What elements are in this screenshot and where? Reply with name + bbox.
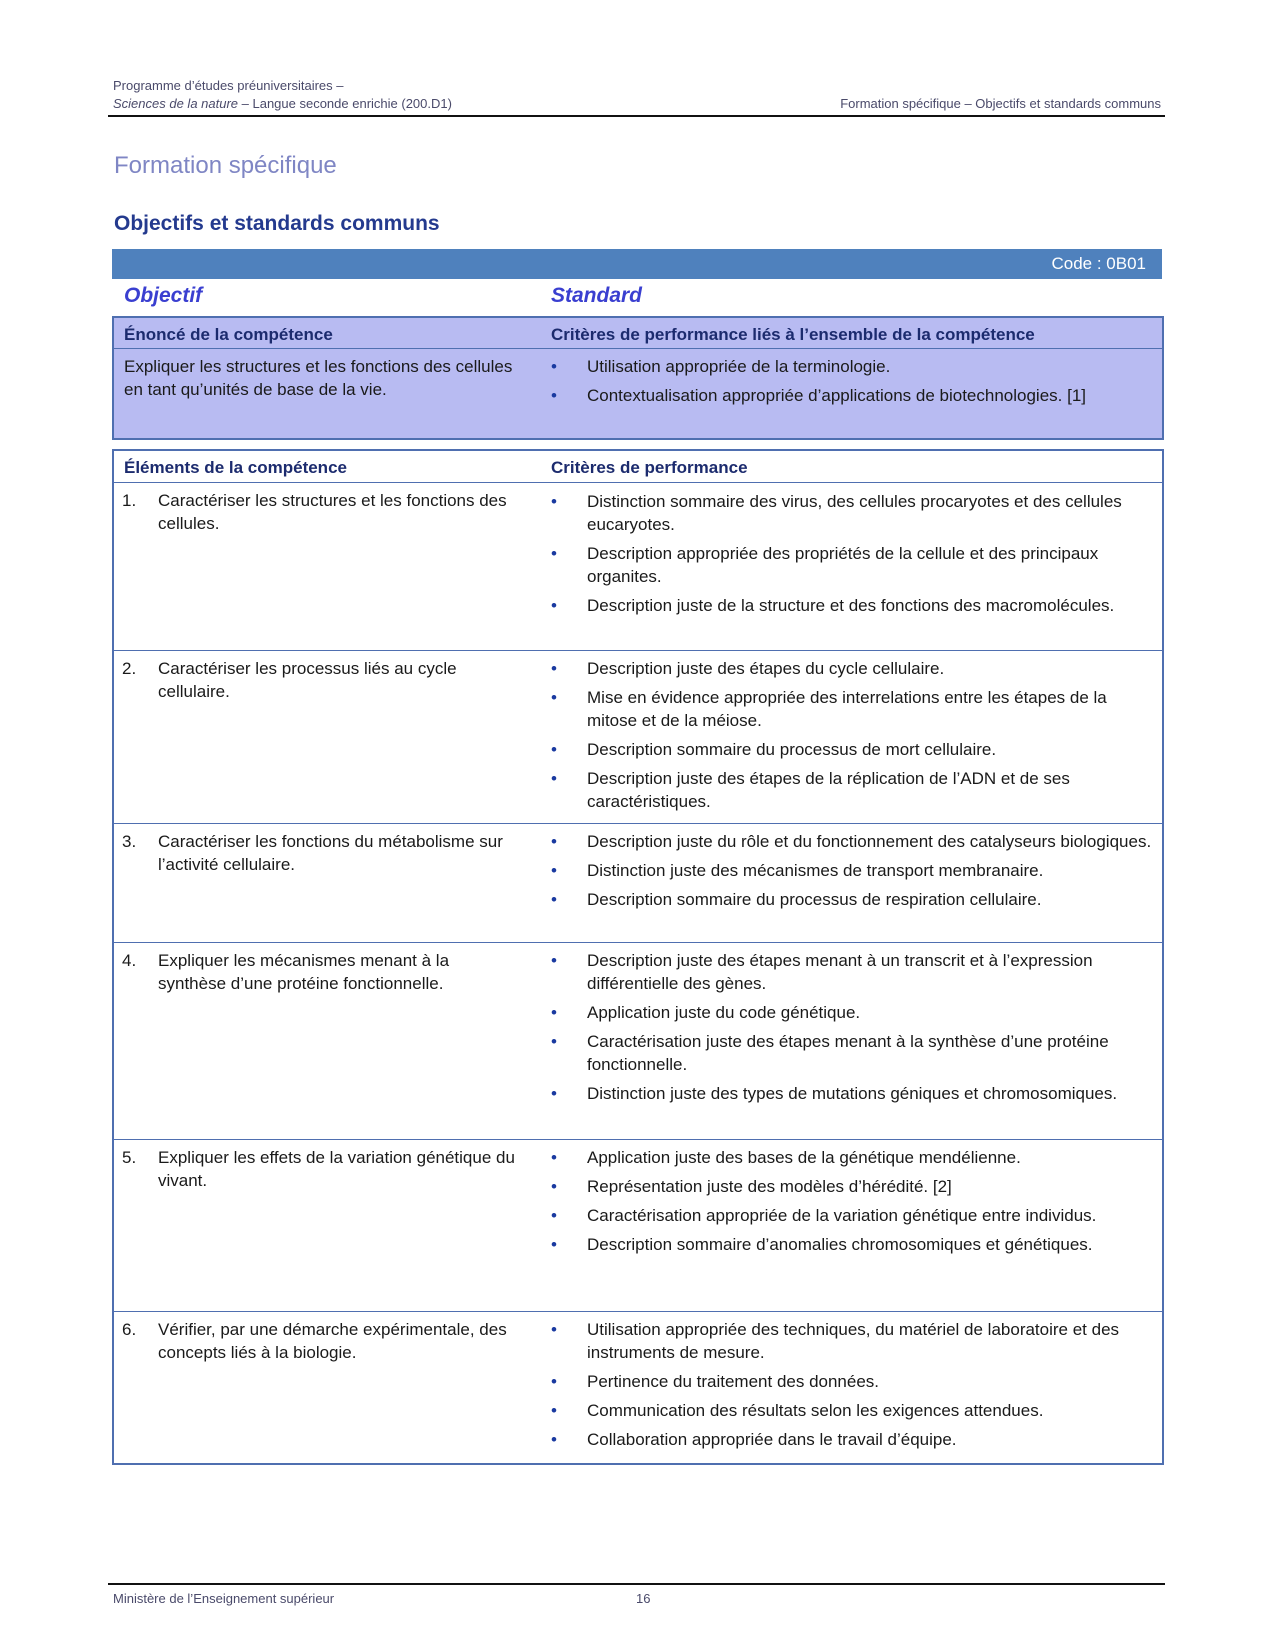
table-row: [114, 1139, 1162, 1312]
header-section-label: Formation spécifique – Objectifs et standards communs: [840, 96, 1161, 111]
enonce-header: [114, 318, 1162, 349]
enonce-head-right: Critères de performance liés à l’ensemble de la compétence: [551, 325, 1035, 344]
elements-head-right: Critères de performance: [551, 458, 748, 477]
header-program-rest: – Langue seconde enrichie (200.D1): [238, 96, 452, 111]
row-element-text: Caractériser les fonctions du métabolisme sur l’activité cellulaire.: [158, 832, 503, 874]
row-element-text: Vérifier, par une démarche expérimentale, des concepts liés à la biologie.: [158, 1320, 507, 1362]
row-element-text: Expliquer les mécanismes menant à la synthèse d’une protéine fonctionnelle.: [158, 951, 450, 993]
enonce-head-left: Énoncé de la compétence: [124, 325, 333, 344]
code-bar: [112, 249, 1162, 279]
header-program-italic: Sciences de la nature: [113, 96, 239, 111]
criterion-item: • Description juste de la structure et des fonctions des macromolécules.: [551, 594, 1152, 617]
criterion-item: • Description sommaire du processus de respiration cellulaire.: [551, 888, 1152, 911]
header-rule: [108, 115, 1165, 117]
criterion-item: • Description sommaire d’anomalies chromosomiques et génétiques.: [551, 1233, 1152, 1256]
row-number: 6.: [122, 1320, 137, 1339]
header-program-line: Programme d’études préuniversitaires –: [113, 78, 344, 93]
objectif-standard-row: [112, 280, 1162, 316]
row-number: 3.: [122, 832, 137, 851]
enonce-criteria: [551, 355, 1152, 413]
row-number: 5.: [122, 1148, 137, 1167]
standard-label: Standard: [551, 284, 643, 307]
row-element-text: Caractériser les structures et les fonctions des cellules.: [158, 491, 507, 533]
criterion-item: • Caractérisation juste des étapes menant à la synthèse d’une protéine fonctionnelle.: [551, 1030, 1152, 1076]
criterion-item: • Communication des résultats selon les exigences attendues.: [551, 1399, 1152, 1422]
section-title: Formation spécifique: [114, 152, 337, 179]
objectif-label: Objectif: [124, 284, 203, 307]
row-criteria: [551, 490, 1152, 623]
criterion-item: • Caractérisation appropriée de la variation génétique entre individus.: [551, 1204, 1152, 1227]
row-criteria: [551, 830, 1152, 917]
row-element-text: Caractériser les processus liés au cycle cellulaire.: [158, 659, 457, 701]
criterion-item: • Distinction sommaire des virus, des cellules procaryotes et des cellules eucaryotes.: [551, 490, 1152, 536]
criterion-item: • Description juste des étapes menant à un transcrit et à l’expression différentielle des gènes.: [551, 949, 1152, 995]
table-row: [114, 823, 1162, 943]
enonce-criterion: • Contextualisation appropriée d’applications de biotechnologies. [1]: [551, 384, 1152, 407]
row-element-text: Expliquer les effets de la variation génétique du vivant.: [158, 1148, 515, 1190]
criterion-item: • Distinction juste des mécanismes de transport membranaire.: [551, 859, 1152, 882]
row-number: 4.: [122, 951, 137, 970]
code-label: Code : 0B01: [1051, 254, 1146, 273]
criterion-item: • Mise en évidence appropriée des interrelations entre les étapes de la mitose et de la méiose.: [551, 686, 1152, 732]
row-criteria: [551, 657, 1152, 819]
criterion-item: • Représentation juste des modèles d’hérédité. [2]: [551, 1175, 1152, 1198]
criterion-item: • Description sommaire du processus de mort cellulaire.: [551, 738, 1152, 761]
criterion-item: • Application juste des bases de la génétique mendélienne.: [551, 1146, 1152, 1169]
criterion-item: • Collaboration appropriée dans le travail d’équipe.: [551, 1428, 1152, 1451]
header-program-subline: [113, 96, 452, 111]
enonce-text: Expliquer les structures et les fonctions des cellules en tant qu’unités de base de la vie.: [124, 357, 513, 399]
row-criteria: [551, 1146, 1152, 1262]
criterion-item: • Description appropriée des propriétés de la cellule et des principaux organites.: [551, 542, 1152, 588]
table-row: [114, 1311, 1162, 1460]
row-number: 1.: [122, 491, 137, 510]
table-row: [114, 650, 1162, 824]
criterion-item: • Distinction juste des types de mutations géniques et chromosomiques.: [551, 1082, 1152, 1105]
sub-title: Objectifs et standards communs: [114, 212, 440, 235]
table-row: [114, 482, 1162, 650]
criterion-item: • Pertinence du traitement des données.: [551, 1370, 1152, 1393]
row-number: 2.: [122, 659, 137, 678]
criterion-item: • Description juste des étapes de la réplication de l’ADN et de ses caractéristiques.: [551, 767, 1152, 813]
criterion-item: • Application juste du code génétique.: [551, 1001, 1152, 1024]
footer-rule: [108, 1583, 1165, 1585]
criterion-item: • Utilisation appropriée des techniques, du matériel de laboratoire et des instruments de mesure.: [551, 1318, 1152, 1364]
row-criteria: [551, 1318, 1152, 1457]
elements-header: [114, 451, 1162, 483]
table-row: [114, 942, 1162, 1140]
page-number: 16: [636, 1591, 651, 1606]
criterion-item: • Description juste des étapes du cycle cellulaire.: [551, 657, 1152, 680]
row-criteria: [551, 949, 1152, 1111]
footer-ministry: Ministère de l’Enseignement supérieur: [113, 1591, 335, 1606]
elements-head-left: Éléments de la compétence: [124, 458, 347, 477]
criterion-item: • Description juste du rôle et du fonctionnement des catalyseurs biologiques.: [551, 830, 1152, 853]
elements-table: [112, 449, 1164, 1465]
enonce-criterion: • Utilisation appropriée de la terminologie.: [551, 355, 1152, 378]
enonce-box: [112, 316, 1164, 440]
